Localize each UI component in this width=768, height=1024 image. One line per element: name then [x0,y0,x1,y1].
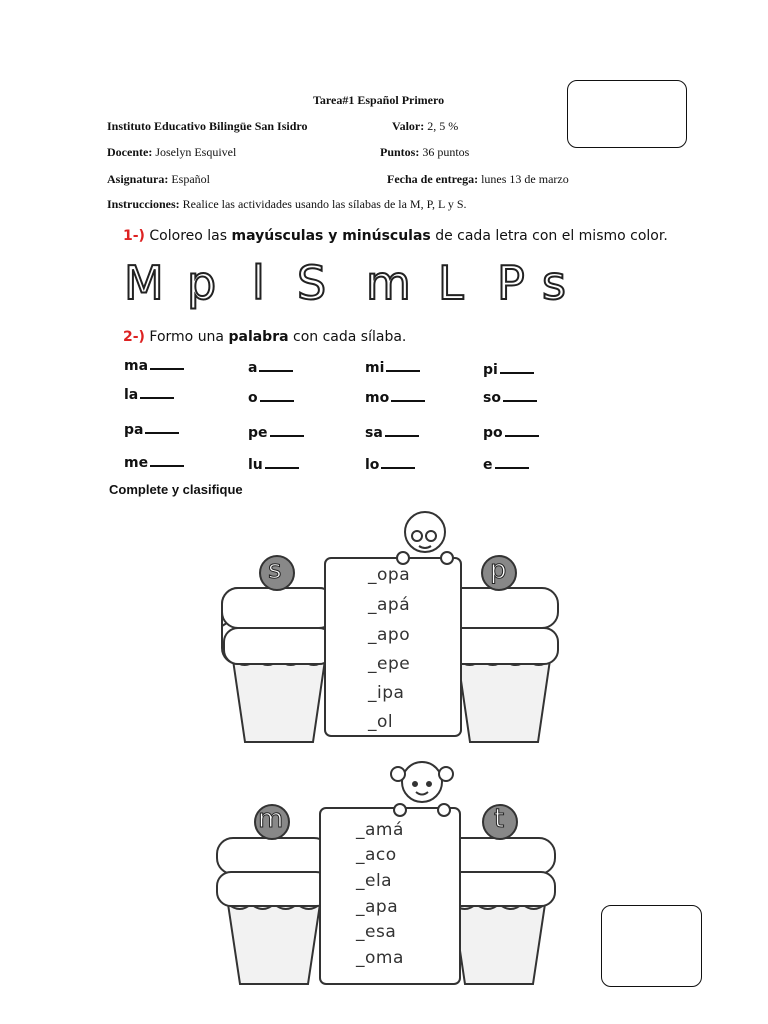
answer-line[interactable] [259,368,293,372]
asignatura-value: Español [171,172,211,186]
syllable-item: lo [365,457,415,473]
word-item: _apá [368,595,411,615]
group2-right-letter: t [494,804,505,834]
letter-4: S [297,256,327,310]
answer-line[interactable] [386,368,420,372]
cup-left-icon [217,838,330,984]
word-item: _apa [356,897,399,917]
group1-left-letter: s [268,555,282,585]
syllable-item: me [124,455,184,471]
letter-8: s [542,256,566,310]
syllable-item: sa [365,425,419,441]
puntos-value: 36 puntos [422,145,470,159]
fecha-value: lunes 13 de marzo [481,172,569,186]
school-name: Instituto Educativo Bilingüe San Isidro [107,119,308,133]
asignatura-field [107,172,210,187]
answer-line[interactable] [145,430,179,434]
syllable-item: pe [248,425,304,441]
activity2-text-bold: palabra [228,329,289,345]
fecha-field [387,172,569,187]
letter-2: p [187,256,217,310]
fecha-label: Fecha de entrega: [387,172,479,186]
docente-value: Joselyn Esquivel [155,145,237,159]
letter-3: l [252,256,265,310]
valor-label: Valor: [392,119,425,133]
word-item: _apo [368,625,411,645]
syllable-item: e [483,457,529,473]
syllable-item: pa [124,422,179,438]
activity2-instruction [123,329,406,345]
syllable-item: po [483,425,539,441]
activity1-number: 1-) [123,228,145,244]
valor-field [392,119,458,134]
syllable-item: la [124,387,174,403]
syllable-item: o [248,390,294,406]
answer-line[interactable] [140,395,174,399]
instrucciones-label: Instrucciones: [107,197,180,211]
answer-line[interactable] [391,398,425,402]
letter-6: L [438,256,464,310]
docente-label: Docente: [107,145,153,159]
syllable-item: a [248,360,293,376]
activity1-text-b: de cada letra con el mismo color. [435,228,668,244]
letter-5: m [366,256,411,310]
word-item: _ipa [368,683,405,703]
answer-line[interactable] [150,366,184,370]
word-item: _ela [356,871,393,891]
grade-box-bottom [601,905,702,987]
valor-value: 2, 5 % [427,119,459,133]
answer-line[interactable] [265,465,299,469]
asignatura-label: Asignatura: [107,172,169,186]
activity1-text-bold: mayúsculas y minúsculas [231,228,431,244]
answer-line[interactable] [381,465,415,469]
boy-icon [397,512,453,564]
group2-left-letter: m [258,804,284,834]
syllable-item: pi [483,362,534,378]
puntos-label: Puntos: [380,145,420,159]
puntos-field [380,145,469,160]
word-item: _opa [368,565,411,585]
answer-line[interactable] [500,370,534,374]
syllable-item: ma [124,358,184,374]
syllable-item: lu [248,457,299,473]
answer-line[interactable] [260,398,294,402]
answer-line[interactable] [385,433,419,437]
word-item: _aco [356,845,397,865]
activity1-text-a: Coloreo las [149,228,228,244]
instrucciones-field [107,197,467,212]
syllable-item: mo [365,390,425,406]
page-title: Tarea#1 Español Primero [313,93,445,107]
docente-field [107,145,236,160]
activity2-number: 2-) [123,329,145,345]
answer-line[interactable] [503,398,537,402]
activity3-title: Complete y clasifique [109,482,243,497]
word-item: _amá [356,820,404,840]
answer-line[interactable] [495,465,529,469]
syllable-item: so [483,390,537,406]
word-item: _esa [356,922,397,942]
activity2-text-b: con cada sílaba. [293,329,407,345]
answer-line[interactable] [270,433,304,437]
answer-line[interactable] [150,463,184,467]
letter-7: P [497,256,525,310]
word-item: _epe [368,654,411,674]
letter-1: M [124,256,164,310]
answer-line[interactable] [505,433,539,437]
word-item: _ol [368,712,394,732]
cup-left-icon [222,588,335,742]
grade-box-top [567,80,687,148]
syllable-item: mi [365,360,420,376]
word-item: _oma [356,948,404,968]
instrucciones-value: Realice las actividades usando las sílabas de la M, P, L y S. [182,197,467,211]
group1-right-letter: p [490,555,507,585]
activity1-instruction [123,228,668,244]
activity2-text-a: Formo una [149,329,225,345]
